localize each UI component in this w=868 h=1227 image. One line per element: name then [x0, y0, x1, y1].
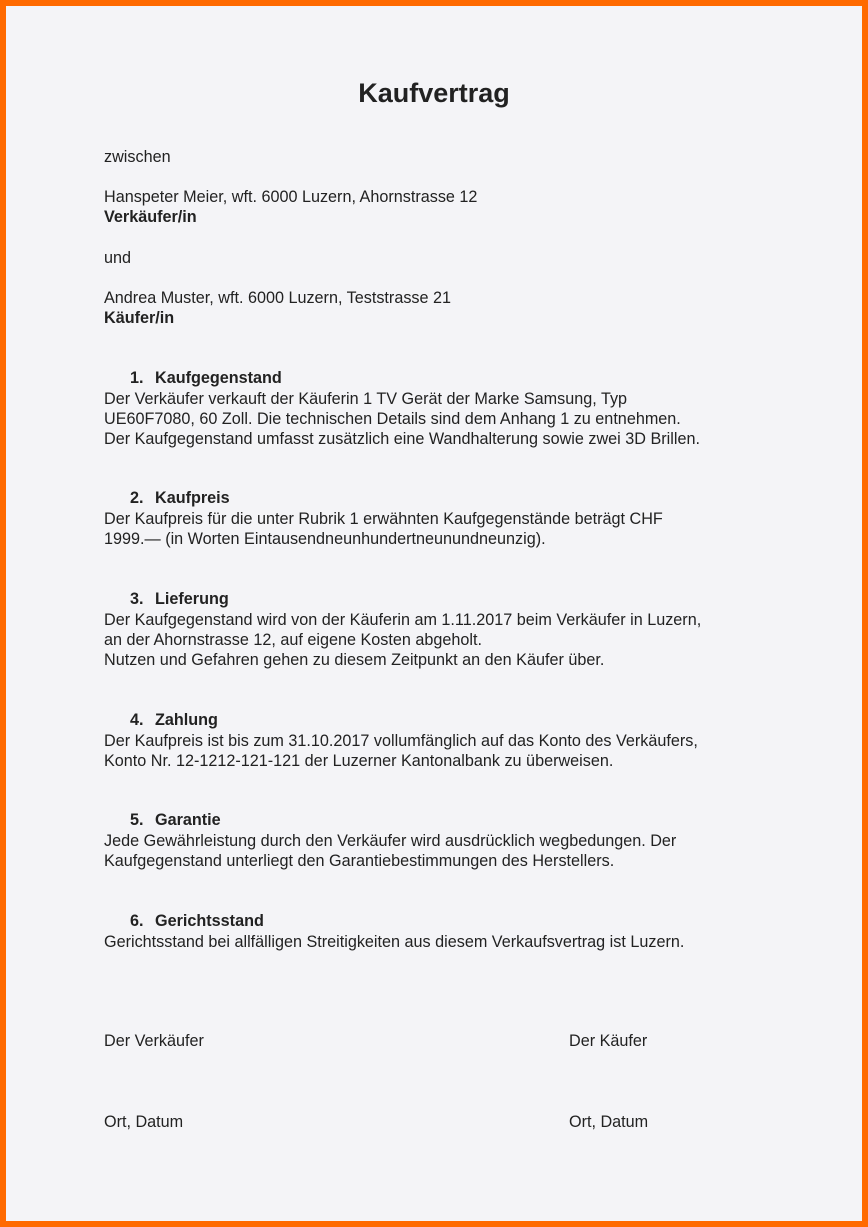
section-body-lieferung [104, 610, 701, 671]
section-title: Gerichtsstand [155, 912, 264, 930]
section-heading-lieferung [130, 590, 229, 609]
section-body-kaufgegenstand [104, 389, 700, 450]
seller-line: Hanspeter Meier, wft. 6000 Luzern, Ahornstrasse 12 [104, 188, 478, 206]
section-title: Kaufgegenstand [155, 369, 282, 387]
body-line: Jede Gewährleistung durch den Verkäufer wird ausdrücklich wegbedungen. Der [104, 832, 677, 850]
section-heading-kaufgegenstand [130, 369, 282, 388]
section-heading-gerichtsstand [130, 912, 264, 931]
conjunction-text: und [104, 249, 132, 267]
section-title: Garantie [155, 811, 221, 829]
section-number: 6. [130, 912, 144, 930]
section-body-zahlung [104, 731, 698, 771]
buyer-place-date: Ort, Datum [569, 1113, 649, 1131]
intro-text: zwischen [104, 148, 171, 166]
body-line: Nutzen und Gefahren gehen zu diesem Zeitpunkt an den Käufer über. [104, 651, 605, 670]
section-heading-garantie [130, 811, 221, 830]
body-line: Der Kaufpreis für die unter Rubrik 1 erwähnten Kaufgegenstände beträgt CHF [104, 510, 663, 528]
section-number: 5. [130, 811, 144, 829]
body-line: Der Kaufpreis ist bis zum 31.10.2017 vollumfänglich auf das Konto des Verkäufers, [104, 732, 698, 750]
document-page [6, 6, 862, 1221]
section-heading-zahlung [130, 711, 218, 730]
body-line: Der Kaufgegenstand umfasst zusätzlich eine Wandhalterung sowie zwei 3D Brillen. [104, 430, 700, 449]
section-number: 4. [130, 711, 144, 729]
buyer-line: Andrea Muster, wft. 6000 Luzern, Teststrasse 21 [104, 289, 452, 307]
section-title: Lieferung [155, 590, 229, 608]
section-number: 2. [130, 489, 144, 507]
body-line: Gerichtsstand bei allfälligen Streitigkeiten aus diesem Verkaufsvertrag ist Luzern. [104, 933, 685, 951]
document-title: Kaufvertrag [358, 78, 510, 108]
section-number: 1. [130, 369, 144, 387]
section-title: Kaufpreis [155, 489, 230, 507]
seller-role: Verkäufer/in [104, 208, 197, 226]
body-line: 1999.— (in Worten Eintausendneunhundertneunundneunzig). [104, 530, 546, 549]
section-number: 3. [130, 590, 144, 608]
buyer-signature-label: Der Käufer [569, 1032, 648, 1050]
body-line: Der Verkäufer verkauft der Käuferin 1 TV Gerät der Marke Samsung, Typ [104, 390, 628, 408]
section-body-gerichtsstand [104, 932, 684, 952]
body-line: Kaufgegenstand unterliegt den Garantiebestimmungen des Herstellers. [104, 852, 615, 871]
seller-place-date: Ort, Datum [104, 1113, 184, 1131]
buyer-role: Käufer/in [104, 309, 175, 327]
section-body-kaufpreis [104, 509, 663, 549]
section-body-garantie [104, 831, 676, 871]
section-title: Zahlung [155, 711, 218, 729]
seller-signature-label: Der Verkäufer [104, 1032, 204, 1050]
body-line: Der Kaufgegenstand wird von der Käuferin am 1.11.2017 beim Verkäufer in Luzern, [104, 611, 702, 629]
body-line: an der Ahornstrasse 12, auf eigene Kosten abgeholt. [104, 631, 482, 650]
section-heading-kaufpreis [130, 489, 230, 508]
body-line: UE60F7080, 60 Zoll. Die technischen Details sind dem Anhang 1 zu entnehmen. [104, 410, 681, 429]
body-line: Konto Nr. 12-1212-121-121 der Luzerner Kantonalbank zu überweisen. [104, 752, 614, 771]
